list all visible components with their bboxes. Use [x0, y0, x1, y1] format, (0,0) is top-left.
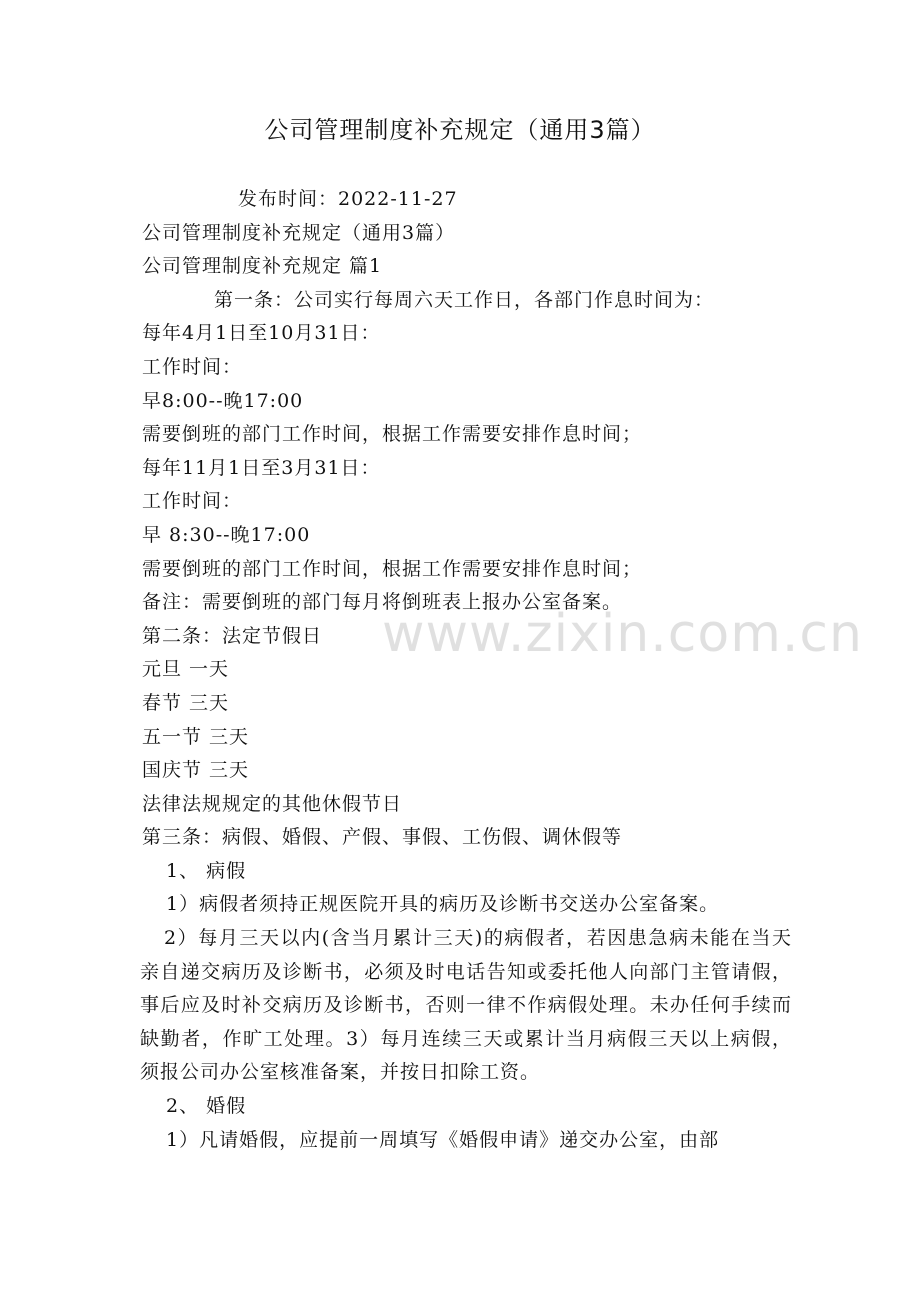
text-line: 工作时间：	[142, 355, 243, 378]
text-line: 法律法规规定的其他休假节日	[142, 792, 403, 815]
publish-date: 发布时间：2022-11-27	[238, 188, 458, 210]
text-line: 备注：需要倒班的部门每月将倒班表上报办公室备案。	[142, 591, 623, 614]
text-line: 公司管理制度补充规定（通用3篇）	[142, 221, 456, 244]
subsection-heading: 2、 婚假	[166, 1095, 247, 1118]
document-body	[142, 183, 792, 1157]
text-line: 早 8:30--晚17:00	[142, 523, 311, 546]
text-line: 需要倒班的部门工作时间，根据工作需要安排作息时间；	[142, 557, 643, 580]
section-heading: 公司管理制度补充规定 篇1	[142, 255, 383, 278]
article-heading: 第三条：病假、婚假、产假、事假、工伤假、调休假等	[142, 826, 623, 849]
text-line: 国庆节 三天	[142, 759, 250, 782]
text-line: 五一节 三天	[142, 725, 250, 748]
text-line: 元旦 一天	[142, 658, 230, 681]
text-line: 1）凡请婚假，应提前一周填写《婚假申请》递交办公室，由部	[166, 1128, 720, 1151]
text-line: 工作时间：	[142, 490, 243, 513]
watermark: www.zixin.com.cn	[382, 604, 863, 664]
text-line: 早8:00--晚17:00	[142, 389, 304, 412]
article-heading: 第二条：法定节假日	[142, 624, 323, 647]
subsection-heading: 1、 病假	[166, 859, 247, 882]
text-line: 需要倒班的部门工作时间，根据工作需要安排作息时间；	[142, 423, 643, 446]
text-line: 每年4月1日至10月31日：	[142, 322, 381, 345]
document-title: 公司管理制度补充规定（通用3篇）	[264, 116, 656, 144]
text-line: 每年11月1日至3月31日：	[142, 456, 381, 479]
text-line: 春节 三天	[142, 691, 230, 714]
sick-leave-text: 2）每月三天以内(含当月累计三天)的病假者，若因患急病未能在当天亲自递交病历及诊断书，必须及时电话告知或委托他人向部门主管请假，事后应及时补交病历及诊断书，否则一律不作病假处理。未办任何手续而缺勤者，作旷工处理。3）每月连续三天或累计当月病假三天以上病假，须报公司办公室核准备案，并按日扣除工资。	[140, 927, 792, 1084]
text-line: 1）病假者须持正规医院开具的病历及诊断书交送办公室备案。	[166, 893, 720, 916]
sick-leave-paragraph	[140, 922, 792, 1090]
article-heading: 第一条：公司实行每周六天工作日，各部门作息时间为：	[214, 288, 715, 311]
